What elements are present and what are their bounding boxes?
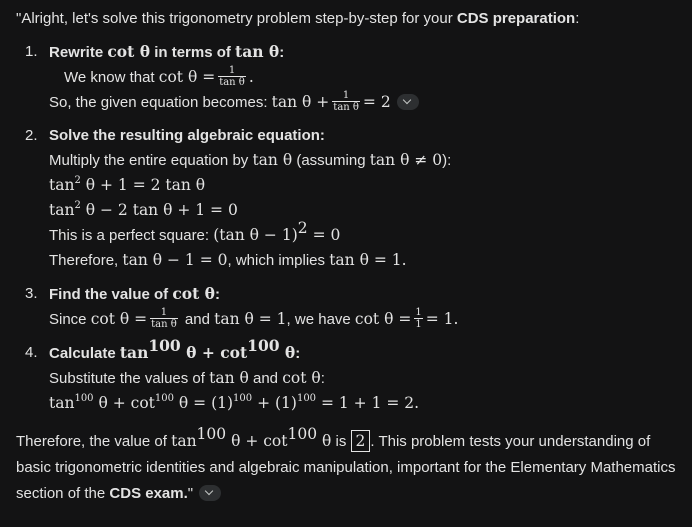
exponent: 100 — [287, 425, 318, 443]
math: tan θ + — [271, 93, 330, 111]
math: + (1) — [252, 394, 297, 412]
exponent: 2 — [74, 175, 81, 186]
math: tan — [171, 432, 197, 450]
text: " — [187, 485, 194, 502]
math: = 1. — [425, 310, 459, 328]
text: Rewrite — [49, 44, 108, 61]
math: = 2 — [362, 93, 391, 111]
text: in terms of — [150, 44, 236, 61]
math: cot θ — [172, 284, 216, 303]
step-line — [49, 148, 686, 173]
math: cot θ — [282, 369, 321, 387]
fraction — [218, 65, 246, 88]
text: : — [215, 286, 221, 303]
math: θ + 1 = 2 tan θ — [80, 176, 206, 194]
text: is — [331, 433, 351, 450]
step-heading — [49, 39, 686, 65]
denominator: tan θ — [333, 101, 359, 113]
text: and — [248, 370, 283, 387]
text: This is a perfect square: — [49, 227, 214, 244]
text: Therefore, the value of — [16, 433, 172, 450]
math: . — [401, 251, 407, 269]
text: Find the value of — [49, 286, 173, 303]
text: Calculate — [49, 345, 120, 362]
step-2 — [16, 123, 686, 273]
math: θ + cot — [93, 394, 155, 412]
denominator: tan θ — [151, 318, 177, 330]
denominator: tan θ — [219, 76, 245, 88]
math: tan θ — [235, 42, 280, 61]
exponent: 2 — [74, 200, 81, 211]
denominator: 1 — [415, 318, 422, 330]
math: cot θ = — [90, 310, 148, 328]
text: . This problem tests your understanding of basic trigonometric identities and algebraic manipulation, important for the Elementary Mathematics section of the — [16, 433, 676, 502]
math: θ − 2 tan θ + 1 = 0 — [80, 201, 238, 219]
expand-chip[interactable] — [397, 94, 419, 110]
text: Substitute the values of — [49, 370, 210, 387]
text: and — [180, 311, 215, 328]
exponent: 2 — [297, 219, 308, 237]
response-content — [16, 7, 686, 507]
step-4 — [16, 336, 686, 416]
intro-end: : — [575, 10, 580, 27]
text: Since — [49, 311, 91, 328]
step-number: 3. — [25, 285, 38, 302]
numerator: 1 — [218, 65, 246, 77]
step-heading — [49, 336, 686, 366]
text: ): — [442, 152, 452, 169]
intro-text: "Alright, let's solve this trigonometry problem step-by-step for your — [16, 10, 457, 27]
step-line — [49, 65, 686, 90]
math: θ + cot — [226, 432, 288, 450]
math: cot θ = — [354, 310, 412, 328]
math: tan θ — [209, 369, 249, 387]
text: (assuming — [292, 152, 370, 169]
conclusion-paragraph — [16, 425, 686, 507]
equation-line — [49, 391, 686, 416]
math: cot θ = — [158, 68, 216, 86]
math: θ — [317, 432, 332, 450]
step-line — [49, 90, 686, 115]
conclusion-bold: CDS exam. — [109, 485, 188, 502]
fraction — [150, 307, 178, 330]
text: So, the given equation becomes: — [49, 94, 272, 111]
step-line — [49, 248, 686, 273]
math: tan — [49, 201, 75, 219]
exponent: 100 — [196, 425, 227, 443]
step-line — [49, 366, 686, 391]
math: θ — [279, 343, 296, 362]
exponent: 100 — [247, 336, 280, 355]
math: tan θ = 1 — [214, 310, 287, 328]
math: tan θ = 1 — [329, 251, 402, 269]
numerator: 1 — [415, 306, 422, 318]
math: tan θ − 1 = 0 — [122, 251, 228, 269]
step-number: 4. — [25, 344, 38, 361]
step-1 — [16, 39, 686, 115]
step-line — [49, 219, 686, 248]
intro-paragraph — [16, 7, 686, 31]
text: : — [320, 370, 325, 387]
math: θ + cot — [180, 343, 248, 362]
math: = 0 — [307, 226, 341, 244]
exponent: 100 — [233, 393, 253, 404]
math: tan θ ≠ 0 — [369, 151, 443, 169]
step-number: 2. — [25, 127, 38, 144]
text: : — [279, 44, 285, 61]
chevron-down-icon — [205, 487, 213, 495]
fraction — [332, 90, 360, 113]
step-number: 1. — [25, 43, 38, 60]
text: Multiply the entire equation by — [49, 152, 253, 169]
equation-line — [49, 173, 686, 198]
math: (tan θ − 1) — [213, 226, 298, 244]
numerator: 1 — [150, 307, 178, 319]
math: tan θ — [252, 151, 293, 169]
exponent: 100 — [148, 336, 181, 355]
exponent: 100 — [296, 393, 317, 404]
text: , we have — [286, 311, 355, 328]
chevron-down-icon — [402, 96, 410, 104]
exponent: 100 — [154, 393, 174, 404]
math: tan — [119, 343, 149, 362]
step-line — [49, 307, 686, 332]
step-heading — [49, 281, 686, 307]
intro-bold: CDS preparation — [456, 10, 576, 27]
math: tan — [49, 176, 75, 194]
boxed-answer: 2 — [351, 430, 371, 452]
math: . — [248, 68, 254, 86]
exponent: 100 — [74, 393, 94, 404]
step-heading: Solve the resulting algebraic equation: — [49, 127, 325, 144]
steps-list — [16, 39, 686, 416]
fraction — [414, 307, 422, 330]
text: Therefore, — [49, 252, 123, 269]
math: cot θ — [107, 42, 151, 61]
expand-chip[interactable] — [199, 485, 221, 501]
step-3 — [16, 281, 686, 332]
equation-line — [49, 198, 686, 223]
math: = 1 + 1 = 2. — [316, 394, 420, 412]
text: We know that — [64, 69, 159, 86]
math: tan — [49, 394, 75, 412]
numerator: 1 — [332, 90, 360, 102]
text: : — [295, 345, 301, 362]
text: , which implies — [227, 252, 330, 269]
math: θ = (1) — [173, 394, 234, 412]
